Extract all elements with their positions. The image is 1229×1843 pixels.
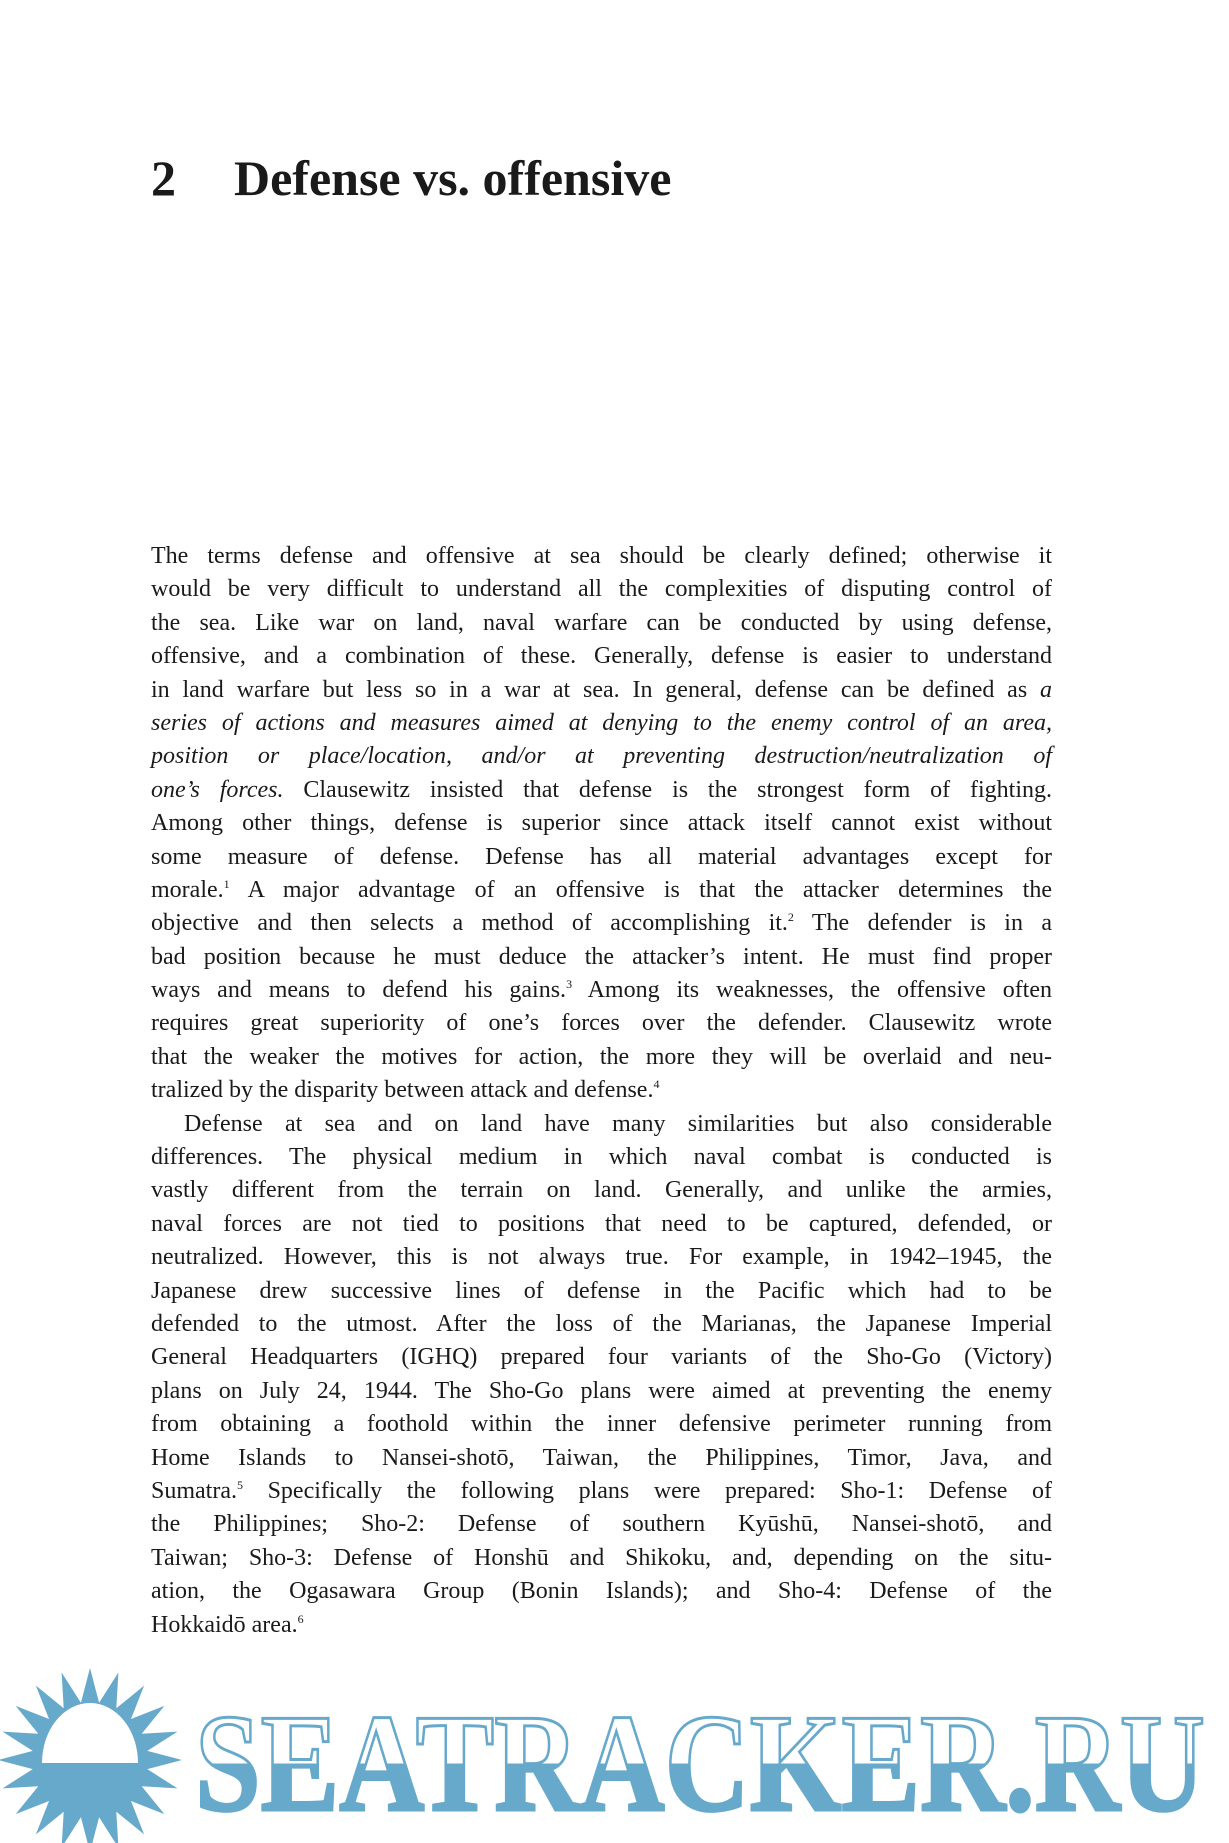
text-run: Defense at sea and on land have many similarities but also considerable	[184, 1110, 1052, 1137]
text-run: plans on July 24, 1944. The Sho-Go plans were aimed at preventing the enemy	[151, 1377, 1052, 1404]
text-line	[151, 941, 1052, 974]
text-run: Among other things, defense is superior since attack itself cannot exist without	[151, 810, 1052, 837]
text-run: in land warfare but less so in a war at sea. In general, defense can be defined as	[151, 676, 1040, 703]
text-line	[151, 1007, 1052, 1040]
paragraph	[151, 540, 1052, 1108]
text-run: A major advantage of an offensive is that the attacker determines the	[229, 876, 1052, 903]
italic-text: one’s forces.	[151, 776, 284, 803]
text-run: objective and then selects a method of accomplishing it.	[151, 910, 788, 937]
text-line	[151, 1609, 1052, 1642]
text-line	[151, 740, 1052, 773]
text-run: ation, the Ogasawara Group (Bonin Islands); and Sho-4: Defense of the	[151, 1578, 1052, 1605]
text-run: The terms defense and offensive at sea should be clearly defined; otherwise it	[151, 543, 1052, 569]
text-line	[151, 1442, 1052, 1475]
footnote-ref: 4	[653, 1077, 660, 1092]
body-text	[151, 540, 1052, 1642]
text-run: the Philippines; Sho-2: Defense of southern Kyūshū, Nansei-shotō, and	[151, 1511, 1052, 1538]
text-run: tralized by the disparity between attack and defense.	[151, 1077, 654, 1104]
text-line	[151, 1174, 1052, 1207]
text-line	[151, 1308, 1052, 1341]
text-line	[151, 1341, 1052, 1374]
text-line	[151, 1141, 1052, 1174]
text-run: the sea. Like war on land, naval warfare can be conducted by using defense,	[151, 609, 1052, 636]
footnote-ref: 3	[566, 977, 573, 992]
text-run: Japanese drew successive lines of defense in the Pacific which had to be	[151, 1277, 1052, 1304]
text-line	[151, 1241, 1052, 1274]
watermark-logo	[0, 1660, 1229, 1843]
text-line	[151, 1508, 1052, 1541]
footnote-ref: 2	[787, 910, 794, 925]
italic-text: position or place/location, and/or at preventing destruction/neutralization of	[151, 743, 1052, 770]
text-line	[151, 874, 1052, 907]
text-run: Home Islands to Nansei-shotō, Taiwan, the Philippines, Timor, Java, and	[151, 1444, 1052, 1471]
text-line	[151, 607, 1052, 640]
paragraph	[151, 1108, 1052, 1642]
text-line	[151, 974, 1052, 1007]
text-run: would be very difficult to understand all the complexities of disputing control of	[151, 576, 1052, 603]
text-line	[151, 841, 1052, 874]
text-line	[151, 907, 1052, 940]
text-run: defended to the utmost. After the loss of the Marianas, the Japanese Imperial	[151, 1310, 1052, 1337]
footnote-ref: 6	[297, 1611, 304, 1626]
text-line	[151, 540, 1052, 573]
text-run: ways and means to defend his gains.	[151, 977, 567, 1004]
text-line	[151, 674, 1052, 707]
text-line	[151, 1375, 1052, 1408]
text-line	[151, 1408, 1052, 1441]
text-line	[151, 573, 1052, 606]
text-run: offensive, and a combination of these. Generally, defense is easier to understand	[151, 643, 1052, 670]
text-line	[151, 1475, 1052, 1508]
footnote-ref: 1	[223, 876, 230, 891]
text-line	[151, 1074, 1052, 1107]
text-line	[151, 1542, 1052, 1575]
text-line	[151, 640, 1052, 673]
text-run: morale.	[151, 876, 224, 903]
text-run: that the weaker the motives for action, the more they will be overlaid and neu-	[151, 1043, 1052, 1070]
italic-text: series of actions and measures aimed at denying to the enemy control of an area,	[151, 709, 1052, 736]
text-line	[151, 707, 1052, 740]
chapter-number: 2	[151, 150, 176, 206]
text-line	[151, 1041, 1052, 1074]
chapter-heading	[151, 148, 671, 208]
text-run: Sumatra.	[151, 1477, 237, 1504]
text-run: Hokkaidō area.	[151, 1611, 298, 1638]
text-run: requires great superiority of one’s forces over the defender. Clausewitz wrote	[151, 1010, 1052, 1037]
watermark-text: SEATRACKER.RU	[195, 1686, 1205, 1841]
text-line	[151, 1575, 1052, 1608]
text-run: bad position because he must deduce the attacker’s intent. He must find proper	[151, 943, 1052, 970]
text-run: neutralized. However, this is not always true. For example, in 1942–1945, the	[151, 1244, 1052, 1271]
footnote-ref: 5	[236, 1477, 243, 1492]
text-run: General Headquarters (IGHQ) prepared four variants of the Sho-Go (Victory)	[151, 1344, 1052, 1371]
text-run: vastly different from the terrain on land. Generally, and unlike the armies,	[151, 1177, 1052, 1204]
text-run: The defender is in a	[793, 910, 1052, 937]
text-run: Among its weaknesses, the offensive often	[572, 977, 1053, 1004]
text-run: differences. The physical medium in which naval combat is conducted is	[151, 1144, 1052, 1171]
text-line	[151, 1275, 1052, 1308]
chapter-title: Defense vs. offensive	[234, 150, 672, 206]
text-run: Specifically the following plans were prepared: Sho-1: Defense of	[242, 1477, 1052, 1504]
text-run: Taiwan; Sho-3: Defense of Honshū and Shikoku, and, depending on the situ-	[151, 1544, 1052, 1571]
italic-text: a	[1040, 676, 1052, 703]
text-run: some measure of defense. Defense has all material advantages except for	[151, 843, 1052, 870]
text-line	[151, 1208, 1052, 1241]
text-run: naval forces are not tied to positions that need to be captured, defended, or	[151, 1210, 1052, 1237]
text-line	[151, 774, 1052, 807]
text-run: Clausewitz insisted that defense is the strongest form of fighting.	[283, 776, 1052, 803]
text-line	[151, 1108, 1052, 1141]
text-line	[151, 807, 1052, 840]
sun-icon	[0, 1668, 182, 1843]
text-run: from obtaining a foothold within the inner defensive perimeter running from	[151, 1411, 1052, 1438]
